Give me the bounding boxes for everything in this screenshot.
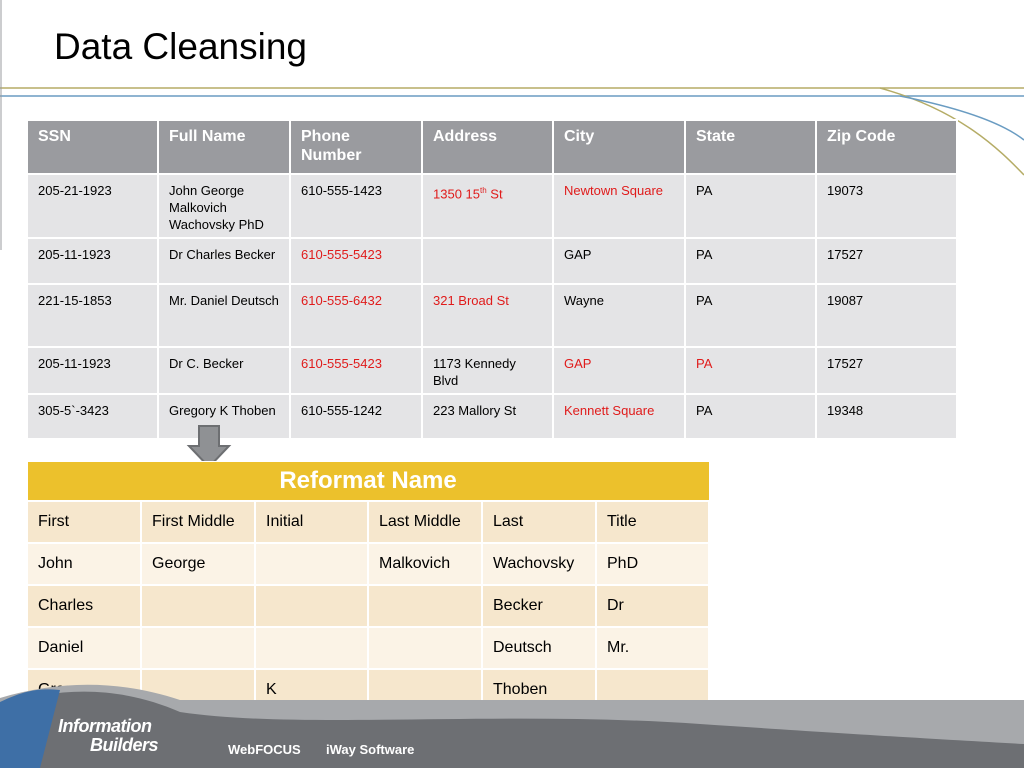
table-cell (255, 585, 368, 627)
address-text: 1350 15 (433, 186, 480, 202)
table-cell: Deutsch (482, 627, 596, 669)
table-row (27, 394, 957, 439)
state-cell: PA (685, 347, 816, 394)
state-cell: PA (685, 238, 816, 284)
address-superscript: th (480, 186, 487, 195)
column-header: SSN (27, 120, 158, 174)
zip-cell: 19348 (816, 394, 957, 439)
table-row (27, 585, 709, 627)
address-cell: 1173 Kennedy Blvd (422, 347, 553, 394)
column-header: City (553, 120, 685, 174)
product-iway: iWay Software (326, 742, 415, 757)
table-cell (141, 585, 255, 627)
full-name-cell: Dr Charles Becker (158, 238, 290, 284)
ssn-cell: 205-11-1923 (27, 347, 158, 394)
table-cell: Malkovich (368, 543, 482, 585)
column-header: Zip Code (816, 120, 957, 174)
full-name-cell: Gregory K Thoben (158, 394, 290, 439)
full-name-cell: John George Malkovich Wachovsky PhD (158, 174, 290, 238)
column-header: Phone Number (290, 120, 422, 174)
ssn-cell: 205-21-1923 (27, 174, 158, 238)
table-cell: Wachovsky (482, 543, 596, 585)
city-cell: GAP (553, 238, 685, 284)
table-cell: Charles (27, 585, 141, 627)
ssn-cell: 305-5`-3423 (27, 394, 158, 439)
city-cell: Wayne (553, 284, 685, 347)
address-suffix: St (486, 186, 503, 202)
state-cell: PA (685, 394, 816, 439)
column-header: State (685, 120, 816, 174)
table-cell: Dr (596, 585, 709, 627)
address-cell (422, 238, 553, 284)
column-header: Title (596, 501, 709, 543)
table-header-row (27, 501, 709, 543)
full-name-cell: Mr. Daniel Deutsch (158, 284, 290, 347)
column-header: First Middle (141, 501, 255, 543)
full-name-cell: Dr C. Becker (158, 347, 290, 394)
ssn-cell: 205-11-1923 (27, 238, 158, 284)
state-cell: PA (685, 284, 816, 347)
phone-cell: 610-555-5423 (290, 238, 422, 284)
table-cell (368, 585, 482, 627)
column-header: Initial (255, 501, 368, 543)
table-cell: Thoben (482, 669, 596, 711)
zip-cell: 19087 (816, 284, 957, 347)
table-row (27, 347, 957, 394)
column-header: First (27, 501, 141, 543)
phone-cell: 610-555-1423 (290, 174, 422, 238)
table-row (27, 543, 709, 585)
reformat-title-row (27, 462, 709, 502)
source-data-table (26, 119, 958, 440)
state-cell: PA (685, 174, 816, 238)
column-header: Last (482, 501, 596, 543)
address-cell: 321 Broad St (422, 284, 553, 347)
zip-cell: 17527 (816, 238, 957, 284)
brand-logo-line1: Information (58, 716, 152, 736)
column-header: Full Name (158, 120, 290, 174)
table-cell: PhD (596, 543, 709, 585)
phone-cell: 610-555-1242 (290, 394, 422, 439)
table-cell: Becker (482, 585, 596, 627)
slide-title: Data Cleansing (54, 26, 307, 67)
address-cell: 223 Mallory St (422, 394, 553, 439)
city-cell: GAP (553, 347, 685, 394)
table-row (27, 174, 957, 238)
zip-cell: 19073 (816, 174, 957, 238)
ssn-cell: 221-15-1853 (27, 284, 158, 347)
table-cell: John (27, 543, 141, 585)
zip-cell: 17527 (816, 347, 957, 394)
phone-cell: 610-555-6432 (290, 284, 422, 347)
table-row (27, 284, 957, 347)
table-cell: Daniel (27, 627, 141, 669)
column-header: Last Middle (368, 501, 482, 543)
city-cell: Kennett Square (553, 394, 685, 439)
table-cell: K (255, 669, 368, 711)
table-cell: Mr. (596, 627, 709, 669)
table-cell: George (141, 543, 255, 585)
table-cell (255, 543, 368, 585)
table-row (27, 238, 957, 284)
brand-logo-line2: Builders (90, 735, 159, 755)
column-header: Address (422, 120, 553, 174)
product-webfocus: WebFOCUS (228, 742, 301, 757)
reformat-title: Reformat Name (27, 462, 709, 502)
address-cell (422, 174, 553, 238)
city-cell: Newtown Square (553, 174, 685, 238)
phone-cell: 610-555-5423 (290, 347, 422, 394)
table-header-row (27, 120, 957, 174)
